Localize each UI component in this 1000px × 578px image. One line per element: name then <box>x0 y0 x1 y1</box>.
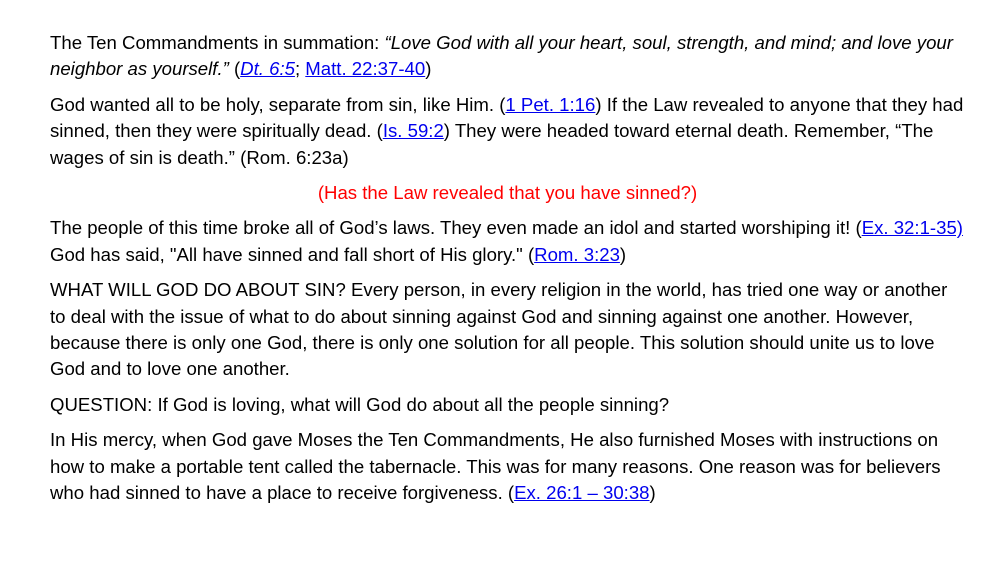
link-rom-3-23[interactable]: Rom. 3:23 <box>534 243 620 265</box>
broke-laws-text-3: ) <box>619 243 627 265</box>
paragraph-broke-laws <box>50 215 965 268</box>
slide-content <box>50 30 965 516</box>
paragraph-holiness <box>50 92 965 171</box>
paragraph-question: QUESTION: If God is loving, what will God do about all the people sinning? <box>50 393 670 415</box>
broke-laws-text-2: God has said, "All have sinned and fall short of His glory." ( <box>50 243 535 265</box>
link-is-59-2[interactable]: Is. 59:2 <box>382 120 444 142</box>
paren-open: ( <box>228 58 241 80</box>
ref-separator: ; <box>294 58 306 80</box>
link-1-pet-1-16[interactable]: 1 Pet. 1:16 <box>505 93 596 115</box>
tabernacle-text-2: ) <box>649 482 656 504</box>
broke-laws-text-1: The people of this time broke all of God’s laws. They even made an idol and started worshiping it! ( <box>50 217 862 239</box>
link-ex-26-1-30-38[interactable]: Ex. 26:1 – 30:38 <box>514 482 650 504</box>
link-dt-6-5[interactable]: Dt. 6:5 <box>240 58 295 80</box>
summation-quote: “Love God with all your heart, soul, strength, and mind; and love your neighbor as yourself.” <box>50 32 953 80</box>
summation-lead: The Ten Commandments in summation: <box>50 32 385 53</box>
paren-close: ) <box>425 58 432 80</box>
holiness-text-1: God wanted all to be holy, separate from sin, like Him. ( <box>50 93 506 115</box>
holiness-text-3: ) They were headed toward eternal death. Remember, “The wages of sin is death.” (Rom. 6:23a) <box>50 120 934 168</box>
paragraph-tabernacle <box>50 427 965 506</box>
link-ex-32-1-35[interactable]: Ex. 32:1-35) <box>861 217 963 239</box>
link-matt-22-37-40[interactable]: Matt. 22:37-40 <box>305 58 426 80</box>
holiness-text-2: ) If the Law revealed to anyone that they had sinned, then they were spiritually dead. ( <box>50 93 964 142</box>
paragraph-what-about-sin: WHAT WILL GOD DO ABOUT SIN? Every person, in every religion in the world, has tried one way or another to deal with the issue of what to do about sinning against God and sinning against one another. However, because there is only one God, there is only one solution for all people. This solution should unite us to love God and to love one another. <box>50 279 948 380</box>
paragraph-summation <box>50 30 965 83</box>
question-law-revealed: (Has the Law revealed that you have sinned?) <box>317 182 698 204</box>
tabernacle-text-1: In His mercy, when God gave Moses the Ten Commandments, He also furnished Moses with instructions on how to make a portable tent called the tabernacle. This was for many reasons. One reason was for believers who had sinned to have a place to receive forgiveness. ( <box>50 429 941 504</box>
